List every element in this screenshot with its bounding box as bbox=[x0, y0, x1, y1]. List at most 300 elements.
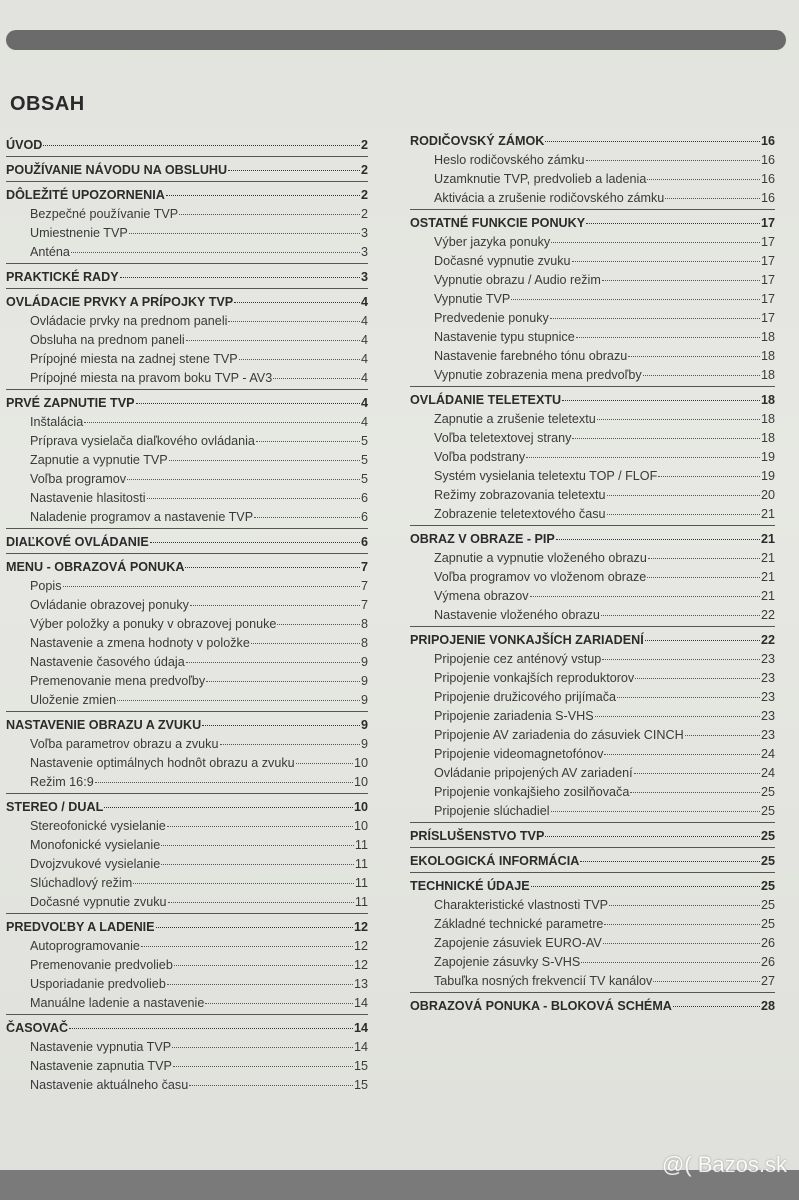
toc-subentry bbox=[410, 896, 775, 915]
toc-page-number: 25 bbox=[760, 917, 775, 931]
dot-leader bbox=[634, 773, 760, 774]
dot-leader bbox=[84, 422, 360, 423]
toc-page-number: 18 bbox=[760, 330, 775, 344]
toc-entry-title: Slúchadlový režim bbox=[30, 876, 133, 890]
section-separator bbox=[410, 525, 775, 526]
toc-subentry bbox=[6, 331, 368, 350]
toc-subentry bbox=[6, 817, 368, 836]
dot-leader bbox=[251, 643, 360, 644]
dot-leader bbox=[526, 457, 760, 458]
toc-section-entry bbox=[6, 394, 368, 413]
toc-entry-title: Charakteristické vlastnosti TVP bbox=[434, 898, 609, 912]
toc-subentry bbox=[410, 606, 775, 625]
dot-leader bbox=[43, 145, 360, 146]
dot-leader bbox=[630, 792, 760, 793]
toc-subentry bbox=[6, 874, 368, 893]
top-decorative-bar bbox=[6, 30, 786, 50]
toc-page-number: 10 bbox=[353, 819, 368, 833]
toc-entry-title: OVLÁDANIE TELETEXTU bbox=[410, 393, 562, 407]
toc-entry-title: STEREO / DUAL bbox=[6, 800, 104, 814]
watermark-text: @( Bazos.sk bbox=[661, 1152, 787, 1177]
section-separator bbox=[410, 872, 775, 873]
toc-subentry bbox=[6, 489, 368, 508]
toc-entry-title: TECHNICKÉ ÚDAJE bbox=[410, 879, 530, 893]
toc-entry-title: Dočasné vypnutie zvuku bbox=[434, 254, 571, 268]
toc-entry-title: PRIPOJENIE VONKAJŠÍCH ZARIADENÍ bbox=[410, 633, 644, 647]
toc-entry-title: Nastavenie vypnutia TVP bbox=[30, 1040, 172, 1054]
toc-subentry bbox=[410, 170, 775, 189]
toc-page-number: 17 bbox=[760, 292, 775, 306]
section-separator bbox=[410, 386, 775, 387]
toc-subentry bbox=[410, 587, 775, 606]
section-separator bbox=[6, 288, 368, 289]
dot-leader bbox=[117, 700, 360, 701]
toc-page-number: 16 bbox=[760, 172, 775, 186]
toc-page-number: 3 bbox=[360, 245, 368, 259]
dot-leader bbox=[673, 1006, 760, 1007]
toc-entry-title: Prípojné miesta na pravom boku TVP - AV3 bbox=[30, 371, 273, 385]
toc-entry-title: Pripojenie družicového prijímača bbox=[434, 690, 617, 704]
toc-entry-title: Bezpečné používanie TVP bbox=[30, 207, 179, 221]
dot-leader bbox=[648, 558, 760, 559]
toc-subentry bbox=[6, 432, 368, 451]
dot-leader bbox=[179, 214, 360, 215]
toc-page-number: 24 bbox=[760, 747, 775, 761]
dot-leader bbox=[586, 223, 760, 224]
toc-page-number: 25 bbox=[760, 879, 775, 893]
dot-leader bbox=[531, 886, 760, 887]
toc-entry-title: PREDVOĽBY A LADENIE bbox=[6, 920, 155, 934]
toc-page-number: 14 bbox=[353, 996, 368, 1010]
section-separator bbox=[6, 156, 368, 157]
toc-entry-title: OVLÁDACIE PRVKY A PRÍPOJKY TVP bbox=[6, 295, 234, 309]
toc-page-number: 15 bbox=[353, 1078, 368, 1092]
section-separator bbox=[6, 181, 368, 182]
toc-entry-title: Usporiadanie predvolieb bbox=[30, 977, 166, 991]
toc-entry-title: Pripojenie videomagnetofónov bbox=[434, 747, 604, 761]
toc-subentry bbox=[6, 836, 368, 855]
toc-entry-title: Zapojenie zásuvky S-VHS bbox=[434, 955, 581, 969]
dot-leader bbox=[645, 640, 760, 641]
toc-entry-title: ÚVOD bbox=[6, 138, 43, 152]
toc-subentry bbox=[6, 243, 368, 262]
toc-page-number: 18 bbox=[760, 349, 775, 363]
toc-page-number: 4 bbox=[360, 314, 368, 328]
dot-leader bbox=[166, 195, 360, 196]
toc-entry-title: Výber položky a ponuky v obrazovej ponuke bbox=[30, 617, 277, 631]
dot-leader bbox=[647, 179, 760, 180]
toc-subentry bbox=[410, 688, 775, 707]
toc-entry-title: Zapnutie a vypnutie vloženého obrazu bbox=[434, 551, 647, 565]
toc-entry-title: Vypnutie zobrazenia mena predvoľby bbox=[434, 368, 642, 382]
toc-entry-title: PRVÉ ZAPNUTIE TVP bbox=[6, 396, 135, 410]
toc-page-number: 24 bbox=[760, 766, 775, 780]
toc-entry-title: Aktivácia a zrušenie rodičovského zámku bbox=[434, 191, 665, 205]
toc-page-number: 23 bbox=[760, 690, 775, 704]
toc-subentry bbox=[410, 429, 775, 448]
dot-leader bbox=[597, 419, 760, 420]
toc-entry-title: Monofonické vysielanie bbox=[30, 838, 161, 852]
toc-entry-title: Obsluha na prednom paneli bbox=[30, 333, 185, 347]
dot-leader bbox=[120, 277, 360, 278]
dot-leader bbox=[186, 340, 360, 341]
toc-section-entry bbox=[6, 186, 368, 205]
toc-page-number: 2 bbox=[360, 207, 368, 221]
dot-leader bbox=[202, 725, 360, 726]
dot-leader bbox=[256, 441, 360, 442]
dot-leader bbox=[556, 539, 760, 540]
dot-leader bbox=[141, 946, 353, 947]
dot-leader bbox=[220, 744, 360, 745]
dot-leader bbox=[147, 498, 360, 499]
dot-leader bbox=[133, 883, 354, 884]
toc-page-number: 9 bbox=[360, 674, 368, 688]
dot-leader bbox=[628, 356, 760, 357]
toc-entry-title: Nastavenie časového údaja bbox=[30, 655, 185, 669]
toc-page-number: 9 bbox=[360, 718, 368, 732]
toc-page-number: 27 bbox=[760, 974, 775, 988]
toc-page-number: 21 bbox=[760, 570, 775, 584]
toc-page-number: 11 bbox=[354, 895, 368, 909]
dot-leader bbox=[609, 905, 760, 906]
toc-subentry bbox=[410, 347, 775, 366]
dot-leader bbox=[167, 984, 353, 985]
toc-page-number: 15 bbox=[353, 1059, 368, 1073]
toc-subentry bbox=[6, 691, 368, 710]
toc-page-number: 12 bbox=[353, 939, 368, 953]
dot-leader bbox=[576, 337, 760, 338]
toc-entry-title: Voľba programov bbox=[30, 472, 127, 486]
toc-page-number: 21 bbox=[760, 589, 775, 603]
toc-subentry bbox=[410, 953, 775, 972]
toc-page-number: 17 bbox=[760, 273, 775, 287]
toc-section-entry bbox=[6, 798, 368, 817]
toc-entry-title: Nastavenie aktuálneho času bbox=[30, 1078, 189, 1092]
toc-page-number: 2 bbox=[360, 188, 368, 202]
toc-subentry bbox=[6, 855, 368, 874]
toc-entry-title: Vypnutie TVP bbox=[434, 292, 511, 306]
toc-entry-title: Inštalácia bbox=[30, 415, 84, 429]
toc-entry-title: Ovládacie prvky na prednom paneli bbox=[30, 314, 228, 328]
toc-entry-title: Tabuľka nosných frekvencií TV kanálov bbox=[434, 974, 653, 988]
toc-page-number: 4 bbox=[360, 396, 368, 410]
toc-subentry bbox=[6, 596, 368, 615]
toc-section-entry bbox=[410, 631, 775, 650]
toc-page-number: 18 bbox=[760, 393, 775, 407]
toc-subentry bbox=[6, 470, 368, 489]
toc-entry-title: Vypnutie obrazu / Audio režim bbox=[434, 273, 601, 287]
toc-entry-title: Voľba parametrov obrazu a zvuku bbox=[30, 737, 219, 751]
toc-subentry bbox=[6, 994, 368, 1013]
dot-leader bbox=[129, 233, 360, 234]
dot-leader bbox=[169, 460, 360, 461]
dot-leader bbox=[127, 479, 360, 480]
toc-entry-title: Dvojzvukové vysielanie bbox=[30, 857, 161, 871]
dot-leader bbox=[277, 624, 360, 625]
toc-subentry bbox=[410, 669, 775, 688]
toc-entry-title: Stereofonické vysielanie bbox=[30, 819, 166, 833]
toc-page-number: 25 bbox=[760, 854, 775, 868]
toc-section-entry bbox=[410, 877, 775, 896]
dot-leader bbox=[602, 280, 760, 281]
toc-subentry bbox=[6, 634, 368, 653]
dot-leader bbox=[511, 299, 760, 300]
dot-leader bbox=[551, 811, 760, 812]
dot-leader bbox=[71, 252, 360, 253]
toc-entry-title: Pripojenie zariadenia S-VHS bbox=[434, 709, 594, 723]
toc-page-number: 17 bbox=[760, 254, 775, 268]
dot-leader bbox=[167, 826, 353, 827]
toc-subentry bbox=[6, 937, 368, 956]
section-separator bbox=[410, 209, 775, 210]
toc-entry-title: Režim 16:9 bbox=[30, 775, 94, 789]
toc-section-entry bbox=[6, 716, 368, 735]
toc-subentry bbox=[410, 745, 775, 764]
toc-left-column bbox=[6, 132, 368, 1095]
toc-entry-title: Výmena obrazov bbox=[434, 589, 529, 603]
page-title: OBSAH bbox=[10, 93, 85, 115]
toc-section-entry bbox=[410, 997, 775, 1016]
dot-leader bbox=[234, 302, 360, 303]
toc-subentry bbox=[410, 707, 775, 726]
dot-leader bbox=[658, 476, 760, 477]
toc-subentry bbox=[410, 568, 775, 587]
toc-subentry bbox=[410, 934, 775, 953]
dot-leader bbox=[551, 242, 760, 243]
toc-entry-title: Dočasné vypnutie zvuku bbox=[30, 895, 167, 909]
section-separator bbox=[410, 992, 775, 993]
toc-subentry bbox=[410, 505, 775, 524]
toc-page-number: 5 bbox=[360, 453, 368, 467]
toc-page-number: 4 bbox=[360, 371, 368, 385]
toc-entry-title: Premenovanie predvolieb bbox=[30, 958, 173, 972]
toc-subentry bbox=[410, 448, 775, 467]
dot-leader bbox=[604, 924, 760, 925]
toc-entry-title: Umiestnenie TVP bbox=[30, 226, 128, 240]
dot-leader bbox=[603, 943, 760, 944]
toc-entry-title: Voľba teletextovej strany bbox=[434, 431, 572, 445]
toc-subentry bbox=[6, 369, 368, 388]
toc-section-entry bbox=[410, 132, 775, 151]
toc-subentry bbox=[410, 467, 775, 486]
toc-page-number: 3 bbox=[360, 270, 368, 284]
toc-page-number: 22 bbox=[760, 633, 775, 647]
toc-entry-title: Voľba programov vo vloženom obraze bbox=[434, 570, 647, 584]
toc-page-number: 11 bbox=[354, 838, 368, 852]
toc-entry-title: Nastavenie vloženého obrazu bbox=[434, 608, 600, 622]
toc-page-number: 18 bbox=[760, 431, 775, 445]
toc-page-number: 17 bbox=[760, 216, 775, 230]
toc-entry-title: Zobrazenie teletextového času bbox=[434, 507, 606, 521]
toc-page-number: 2 bbox=[360, 138, 368, 152]
toc-subentry bbox=[410, 328, 775, 347]
toc-entry-title: Uzamknutie TVP, predvolieb a ladenia bbox=[434, 172, 647, 186]
toc-entry-title: Pripojenie cez anténový vstup bbox=[434, 652, 602, 666]
section-separator bbox=[6, 711, 368, 712]
dot-leader bbox=[562, 400, 760, 401]
dot-leader bbox=[186, 662, 360, 663]
dot-leader bbox=[228, 321, 360, 322]
dot-leader bbox=[190, 605, 360, 606]
toc-subentry bbox=[6, 615, 368, 634]
toc-page-number: 9 bbox=[360, 737, 368, 751]
toc-page-number: 21 bbox=[760, 532, 775, 546]
toc-entry-title: Anténa bbox=[30, 245, 70, 259]
toc-entry-title: Výber jazyka ponuky bbox=[434, 235, 551, 249]
toc-subentry bbox=[410, 764, 775, 783]
dot-leader bbox=[185, 567, 360, 568]
dot-leader bbox=[607, 514, 760, 515]
toc-page-number: 10 bbox=[353, 775, 368, 789]
toc-subentry bbox=[6, 508, 368, 527]
dot-leader bbox=[273, 378, 360, 379]
toc-page-number: 4 bbox=[360, 333, 368, 347]
toc-page-number: 23 bbox=[760, 652, 775, 666]
dot-leader bbox=[254, 517, 360, 518]
toc-page-number: 19 bbox=[760, 469, 775, 483]
section-separator bbox=[410, 822, 775, 823]
dot-leader bbox=[643, 375, 760, 376]
toc-page-number: 13 bbox=[353, 977, 368, 991]
dot-leader bbox=[206, 681, 360, 682]
section-separator bbox=[6, 553, 368, 554]
toc-subentry bbox=[6, 1038, 368, 1057]
toc-entry-title: Ovládanie obrazovej ponuky bbox=[30, 598, 189, 612]
toc-entry-title: Heslo rodičovského zámku bbox=[434, 153, 585, 167]
toc-section-entry bbox=[6, 533, 368, 552]
dot-leader bbox=[647, 577, 760, 578]
toc-subentry bbox=[6, 577, 368, 596]
toc-entry-title: MENU - OBRAZOVÁ PONUKA bbox=[6, 560, 185, 574]
toc-entry-title: Voľba podstrany bbox=[434, 450, 526, 464]
toc-subentry bbox=[410, 271, 775, 290]
toc-page-number: 4 bbox=[360, 352, 368, 366]
toc-page-number: 10 bbox=[353, 800, 368, 814]
toc-entry-title: Režimy zobrazovania teletextu bbox=[434, 488, 606, 502]
toc-page-number: 16 bbox=[760, 153, 775, 167]
toc-page-number: 19 bbox=[760, 450, 775, 464]
toc-subentry bbox=[6, 672, 368, 691]
section-separator bbox=[6, 528, 368, 529]
dot-leader bbox=[580, 861, 760, 862]
dot-leader bbox=[653, 981, 760, 982]
dot-leader bbox=[617, 697, 760, 698]
toc-page-number: 22 bbox=[760, 608, 775, 622]
toc-entry-title: Zapojenie zásuviek EURO-AV bbox=[434, 936, 602, 950]
dot-leader bbox=[545, 836, 760, 837]
toc-subentry bbox=[410, 650, 775, 669]
toc-section-entry bbox=[6, 161, 368, 180]
toc-subentry bbox=[6, 735, 368, 754]
toc-page-number: 9 bbox=[360, 655, 368, 669]
toc-subentry bbox=[6, 451, 368, 470]
toc-subentry bbox=[410, 802, 775, 821]
toc-subentry bbox=[410, 549, 775, 568]
toc-entry-title: Uloženie zmien bbox=[30, 693, 117, 707]
toc-page-number: 6 bbox=[360, 510, 368, 524]
toc-entry-title: OBRAZ V OBRAZE - PIP bbox=[410, 532, 555, 546]
toc-entry-title: Naladenie programov a nastavenie TVP bbox=[30, 510, 254, 524]
section-separator bbox=[6, 1014, 368, 1015]
toc-entry-title: Prípojné miesta na zadnej stene TVP bbox=[30, 352, 238, 366]
toc-entry-title: POUŽÍVANIE NÁVODU NA OBSLUHU bbox=[6, 163, 228, 177]
dot-leader bbox=[296, 763, 353, 764]
dot-leader bbox=[161, 845, 354, 846]
toc-entry-title: Príprava vysielača diaľkového ovládania bbox=[30, 434, 255, 448]
toc-subentry bbox=[410, 726, 775, 745]
toc-subentry bbox=[6, 975, 368, 994]
toc-right-column bbox=[410, 128, 775, 1016]
dot-leader bbox=[545, 141, 760, 142]
toc-section-entry bbox=[6, 293, 368, 312]
toc-page-number: 25 bbox=[760, 898, 775, 912]
toc-subentry bbox=[6, 754, 368, 773]
toc-entry-title: Manuálne ladenie a nastavenie bbox=[30, 996, 205, 1010]
toc-subentry bbox=[410, 410, 775, 429]
toc-entry-title: OBRAZOVÁ PONUKA - BLOKOVÁ SCHÉMA bbox=[410, 999, 672, 1013]
toc-page-number: 5 bbox=[360, 434, 368, 448]
dot-leader bbox=[172, 1047, 353, 1048]
toc-entry-title: Pripojenie vonkajšieho zosilňovača bbox=[434, 785, 630, 799]
toc-section-entry bbox=[6, 136, 368, 155]
toc-page-number: 4 bbox=[360, 295, 368, 309]
toc-page-number: 8 bbox=[360, 617, 368, 631]
toc-subentry bbox=[6, 413, 368, 432]
toc-subentry bbox=[6, 956, 368, 975]
dot-leader bbox=[601, 615, 760, 616]
toc-page-number: 7 bbox=[360, 560, 368, 574]
dot-leader bbox=[239, 359, 360, 360]
dot-leader bbox=[550, 318, 760, 319]
dot-leader bbox=[635, 678, 760, 679]
section-separator bbox=[6, 913, 368, 914]
toc-section-entry bbox=[410, 827, 775, 846]
toc-page-number: 14 bbox=[353, 1040, 368, 1054]
dot-leader bbox=[174, 965, 353, 966]
toc-page-number: 5 bbox=[360, 472, 368, 486]
toc-entry-title: Predvedenie ponuky bbox=[434, 311, 549, 325]
toc-entry-title: Zapnutie a zrušenie teletextu bbox=[434, 412, 596, 426]
dot-leader bbox=[572, 438, 760, 439]
toc-page-number: 25 bbox=[760, 785, 775, 799]
toc-subentry bbox=[6, 350, 368, 369]
toc-subentry bbox=[6, 653, 368, 672]
toc-page-number: 28 bbox=[760, 999, 775, 1013]
toc-subentry bbox=[6, 773, 368, 792]
dot-leader bbox=[607, 495, 760, 496]
toc-page-number: 20 bbox=[760, 488, 775, 502]
toc-entry-title: Ovládanie pripojených AV zariadení bbox=[434, 766, 633, 780]
toc-page-number: 23 bbox=[760, 728, 775, 742]
toc-page-number: 26 bbox=[760, 955, 775, 969]
toc-entry-title: Nastavenie zapnutia TVP bbox=[30, 1059, 172, 1073]
dot-leader bbox=[205, 1003, 353, 1004]
toc-page-number: 18 bbox=[760, 368, 775, 382]
toc-page-number: 11 bbox=[354, 857, 368, 871]
dot-leader bbox=[595, 716, 760, 717]
toc-section-entry bbox=[410, 214, 775, 233]
toc-page-number: 25 bbox=[760, 804, 775, 818]
toc-page-number: 8 bbox=[360, 636, 368, 650]
toc-subentry bbox=[6, 1057, 368, 1076]
toc-subentry bbox=[410, 290, 775, 309]
toc-page-number: 7 bbox=[360, 579, 368, 593]
section-separator bbox=[410, 847, 775, 848]
toc-entry-title: Popis bbox=[30, 579, 62, 593]
toc-entry-title: PRÍSLUŠENSTVO TVP bbox=[410, 829, 545, 843]
dot-leader bbox=[604, 754, 760, 755]
toc-entry-title: Nastavenie optimálnych hodnôt obrazu a zvuku bbox=[30, 756, 295, 770]
